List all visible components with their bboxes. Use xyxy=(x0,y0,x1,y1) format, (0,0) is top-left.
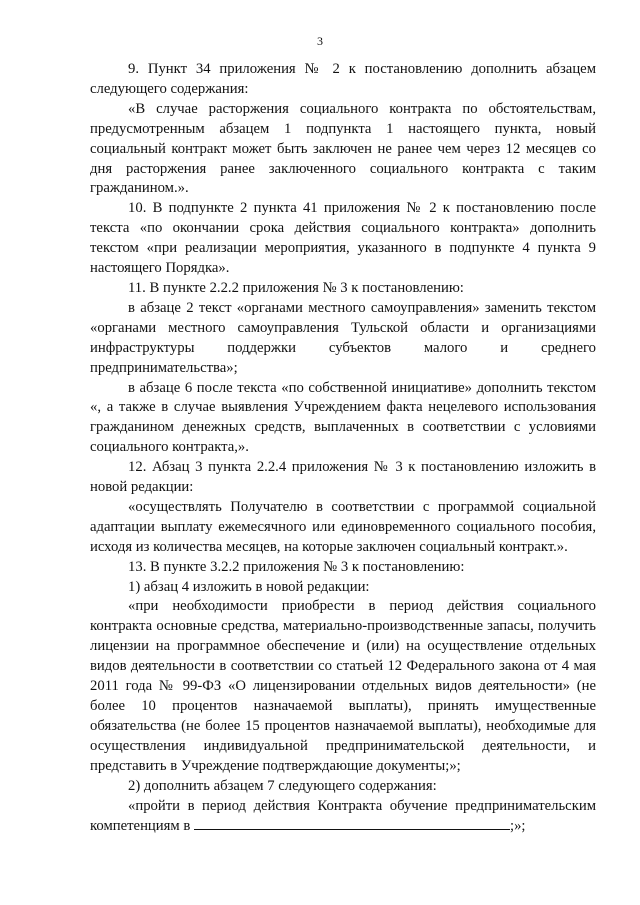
paragraph-13: 13. В пункте 3.2.2 приложения № 3 к постановлению: xyxy=(128,558,465,575)
paragraph-13-item-1: 1) абзац 4 изложить в новой редакции: xyxy=(128,578,370,595)
paragraph-12: 12. Абзац 3 пункта 2.2.4 приложения № 3 к постановлению изложить в новой редакции: xyxy=(90,459,596,496)
quote-start-text: «пройти в период действия Контракта обучение предпринимательским компетенциям в xyxy=(90,797,596,835)
paragraph-9: 9. Пункт 34 приложения № 2 к постановлению дополнить абзацем следующего содержания: xyxy=(90,61,596,97)
paragraph-11: 11. В пункте 2.2.2 приложения № 3 к постановлению: xyxy=(128,279,464,296)
page-number: 3 xyxy=(317,34,323,48)
quote-paragraph: «В случае расторжения социального контракта по обстоятельствам, предусмотренным абзацем 1 подпункта 1 настоящего пункта, новый социальный контракт может быть заключен не ранее чем через 12 месяцев со дня расторжения ранее заключенного социального контракта с таким гражданином.». xyxy=(90,100,596,197)
paragraph-10: 10. В подпункте 2 пункта 41 приложения № 2 к постановлению после текста «по окончании срока действия социального контракта» дополнить текстом «при реализации мероприятия, указанного в подпункте 4 пункта 9 настоящего Порядка». xyxy=(90,200,596,277)
paragraph-11-item-2: в абзаце 6 после текста «по собственной инициативе» дополнить текстом «, а также в случае выявления Учреждением факта нецелевого использования гражданином денежных средств, выплаченных в соответствии с условиями социального контракта,». xyxy=(90,379,596,456)
paragraph-13-item-2: 2) дополнить абзацем 7 следующего содержания: xyxy=(128,777,437,794)
paragraph-11-item-1: в абзаце 2 текст «органами местного самоуправления» заменить текстом «органами местного самоуправления Тульской области и организациями инфраструктуры поддержки субъектов малого и среднего предпринимательства»; xyxy=(90,299,596,376)
paragraph-13-quote: «при необходимости приобрести в период действия социального контракта основные средства, материально-производственные запасы, получить лицензии на программное обеспечение и (или) на осуществление отдельных видов деятельности в соответствии со статьей 12 Федерального закона от 4 мая 2011 года № 99-ФЗ «О лицензировании отдельных видов деятельности» (не более 10 процентов назначаемой выплаты), принять имущественные обязательства (не более 15 процентов назначаемой выплаты), необходимые для осуществления индивидуальной предпринимательской деятельности, и представить в Учреждение подтверждающие документы;»; xyxy=(90,598,596,774)
paragraph-13-item-2-quote xyxy=(90,797,596,838)
document-body xyxy=(90,60,596,837)
paragraph-12-quote: «осуществлять Получателю в соответствии с программой социальной адаптации выплату ежемесячного или единовременного социального пособия, исходя из количества месяцев, на которые заключен социальный контракт.». xyxy=(90,498,596,555)
fill-in-blank-line xyxy=(194,816,510,830)
quote-end-text: ;»; xyxy=(509,818,526,835)
